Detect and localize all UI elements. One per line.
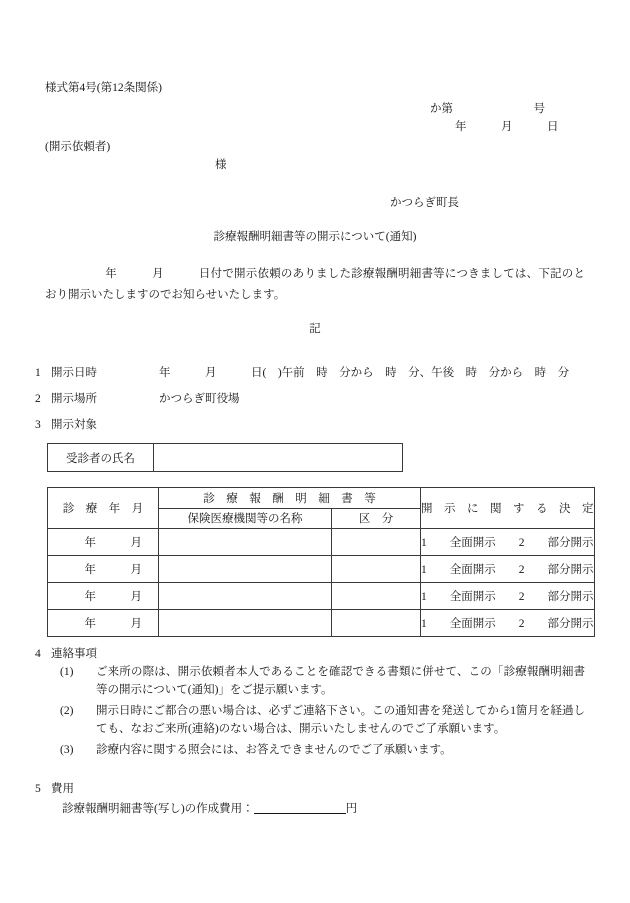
- item-disclosure-datetime: [35, 364, 569, 380]
- header-decision: 開 示 に 関 す る 決 定: [421, 488, 595, 529]
- patient-name-label: 受診者の氏名: [48, 444, 154, 472]
- item-5-index: 5: [35, 783, 41, 795]
- document-number-field: か第 号: [430, 103, 545, 115]
- cell-period[interactable]: 年 月: [48, 610, 159, 637]
- item-2-index: 2: [35, 393, 41, 405]
- cell-decision[interactable]: 1 全面開示 2 部分開示: [421, 529, 595, 556]
- item-2-label: 開示場所: [51, 393, 97, 405]
- item-3-index: 3: [35, 419, 41, 431]
- fee-unit: 円: [345, 803, 358, 815]
- fee-line: [62, 800, 357, 816]
- ki-mark: 記: [309, 323, 321, 335]
- patient-name-input-cell[interactable]: [154, 444, 403, 472]
- intro-text: 年 月 日付で開示依頼のありました診療報酬明細書等につきましては、下記のとおり開示いたしますのでお知らせいたします。: [45, 268, 585, 302]
- header-classification: 区 分: [332, 508, 421, 529]
- cell-institution[interactable]: [159, 610, 332, 637]
- contact-note-1-text: ご来所の際は、開示依頼者本人であることを確認できる書類に併せて、この「診療報酬明細書等の開示について(通知)」をご提示願います。: [96, 666, 585, 697]
- item-1-label: 開示日時: [51, 367, 97, 379]
- issuer-name: かつらぎ町長: [390, 197, 459, 209]
- item-1-index: 1: [35, 367, 41, 379]
- item-3-label: 開示対象: [51, 419, 97, 431]
- fee-label: 診療報酬明細書等(写し)の作成費用：: [62, 803, 254, 815]
- item-disclosure-target: [35, 416, 97, 432]
- contact-note-3-index: (3): [60, 744, 74, 756]
- contact-note-3-text: 診療内容に関する照会には、お答えできませんのでご了承願います。: [96, 744, 452, 756]
- cell-decision[interactable]: 1 全面開示 2 部分開示: [421, 610, 595, 637]
- item-5-label: 費用: [51, 783, 74, 795]
- cell-period[interactable]: 年 月: [48, 583, 159, 610]
- header-institution: 保険医療機関等の名称: [159, 508, 332, 529]
- table-row: [48, 583, 595, 610]
- contact-note-1: [60, 663, 585, 699]
- document-date-field: 年 月 日: [455, 121, 559, 133]
- item-4-label: 連絡事項: [51, 648, 97, 660]
- form-number: 様式第4号(第12条関係): [45, 82, 162, 94]
- cell-institution[interactable]: [159, 529, 332, 556]
- header-period: 診 療 年 月: [48, 488, 159, 529]
- cell-period[interactable]: 年 月: [48, 556, 159, 583]
- contact-note-2: [60, 702, 585, 738]
- item-disclosure-place: [35, 390, 240, 406]
- item-4-index: 4: [35, 648, 41, 660]
- table-row: [48, 444, 403, 472]
- item-1-value: 年 月 日( )午前 時 分から 時 分、午後 時 分から 時 分: [159, 367, 570, 379]
- fee-input-blank[interactable]: [254, 800, 346, 814]
- cell-decision[interactable]: 1 全面開示 2 部分開示: [421, 556, 595, 583]
- contact-note-1-index: (1): [60, 666, 74, 678]
- cell-classification[interactable]: [332, 583, 421, 610]
- table-row: [48, 556, 595, 583]
- table-header-row-1: [48, 488, 595, 509]
- cell-classification[interactable]: [332, 610, 421, 637]
- page-title: 診療報酬明細書等の開示について(通知): [213, 231, 417, 243]
- table-row: [48, 610, 595, 637]
- recipient-label: (開示依頼者): [45, 141, 111, 153]
- recipient-honorific: 様: [215, 159, 227, 171]
- contact-note-2-text: 開示日時にご都合の悪い場合は、必ずご連絡下さい。この通知書を発送してから1箇月を経過しても、なおご来所(連絡)のない場合は、開示いたしませんのでご了承願います。: [96, 705, 585, 736]
- item-2-value: かつらぎ町役場: [159, 393, 240, 405]
- contact-note-3: [60, 741, 585, 759]
- table-row: [48, 529, 595, 556]
- intro-paragraph: [45, 264, 585, 307]
- cell-period[interactable]: 年 月: [48, 529, 159, 556]
- item-contact-notes: [35, 645, 97, 661]
- patient-name-table: [47, 443, 403, 472]
- cell-classification[interactable]: [332, 556, 421, 583]
- contact-note-2-index: (2): [60, 705, 74, 717]
- header-receipt-group: 診 療 報 酬 明 細 書 等: [159, 488, 421, 509]
- cell-institution[interactable]: [159, 583, 332, 610]
- disclosure-table: [47, 487, 595, 637]
- cell-decision[interactable]: 1 全面開示 2 部分開示: [421, 583, 595, 610]
- cell-classification[interactable]: [332, 529, 421, 556]
- item-fee: [35, 780, 74, 796]
- cell-institution[interactable]: [159, 556, 332, 583]
